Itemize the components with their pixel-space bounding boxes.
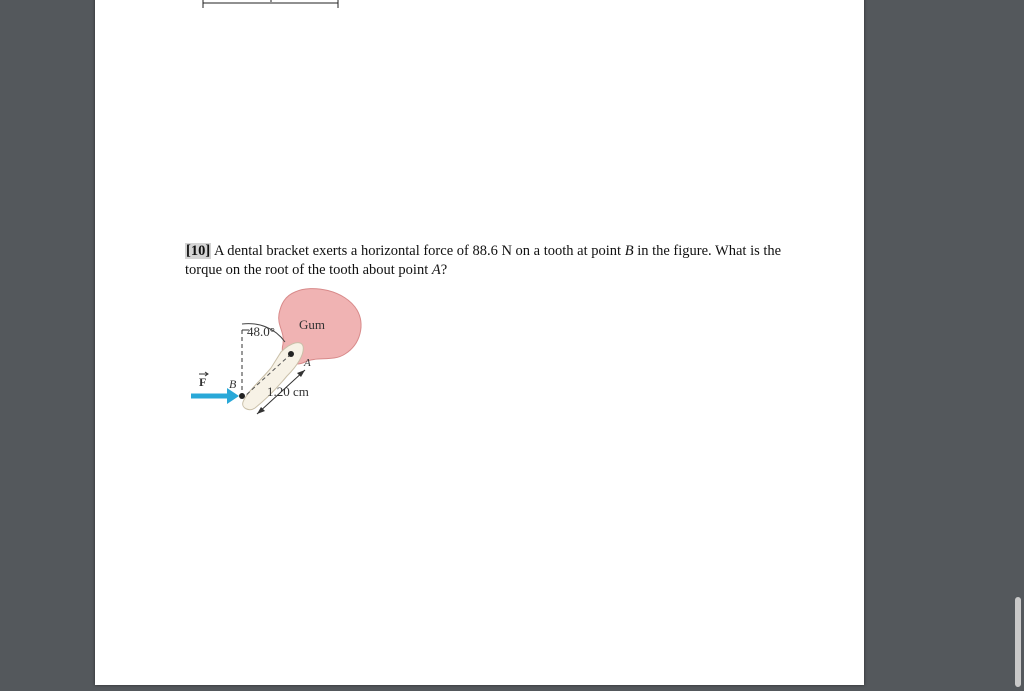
problem-point-b: B [624,243,634,259]
previous-figure-fragment [95,0,864,16]
vertical-scrollbar[interactable] [1012,0,1024,691]
document-page [95,0,864,685]
distance-label: 1.20 cm [267,384,309,399]
point-b-dot [239,393,245,399]
problem-number: [10] [186,243,211,259]
problem-text-part1: A dental bracket exerts a horizontal force of 88.6 N on a tooth at point [211,243,625,259]
problem-text-part3: ? [440,262,448,278]
tooth-figure [187,284,377,424]
gum-label: Gum [299,317,325,332]
point-a-label: A [304,357,311,369]
point-a-dot [288,351,294,357]
problem-point-a: A [431,262,441,278]
problem-text [185,242,785,280]
scrollbar-thumb[interactable] [1015,597,1021,687]
force-label: F [199,375,207,389]
angle-label: 48.0° [247,324,275,339]
point-b-label: B [229,377,237,391]
problem-text-part2: in the figure. What is the torque on the root of the tooth about point [185,243,782,278]
